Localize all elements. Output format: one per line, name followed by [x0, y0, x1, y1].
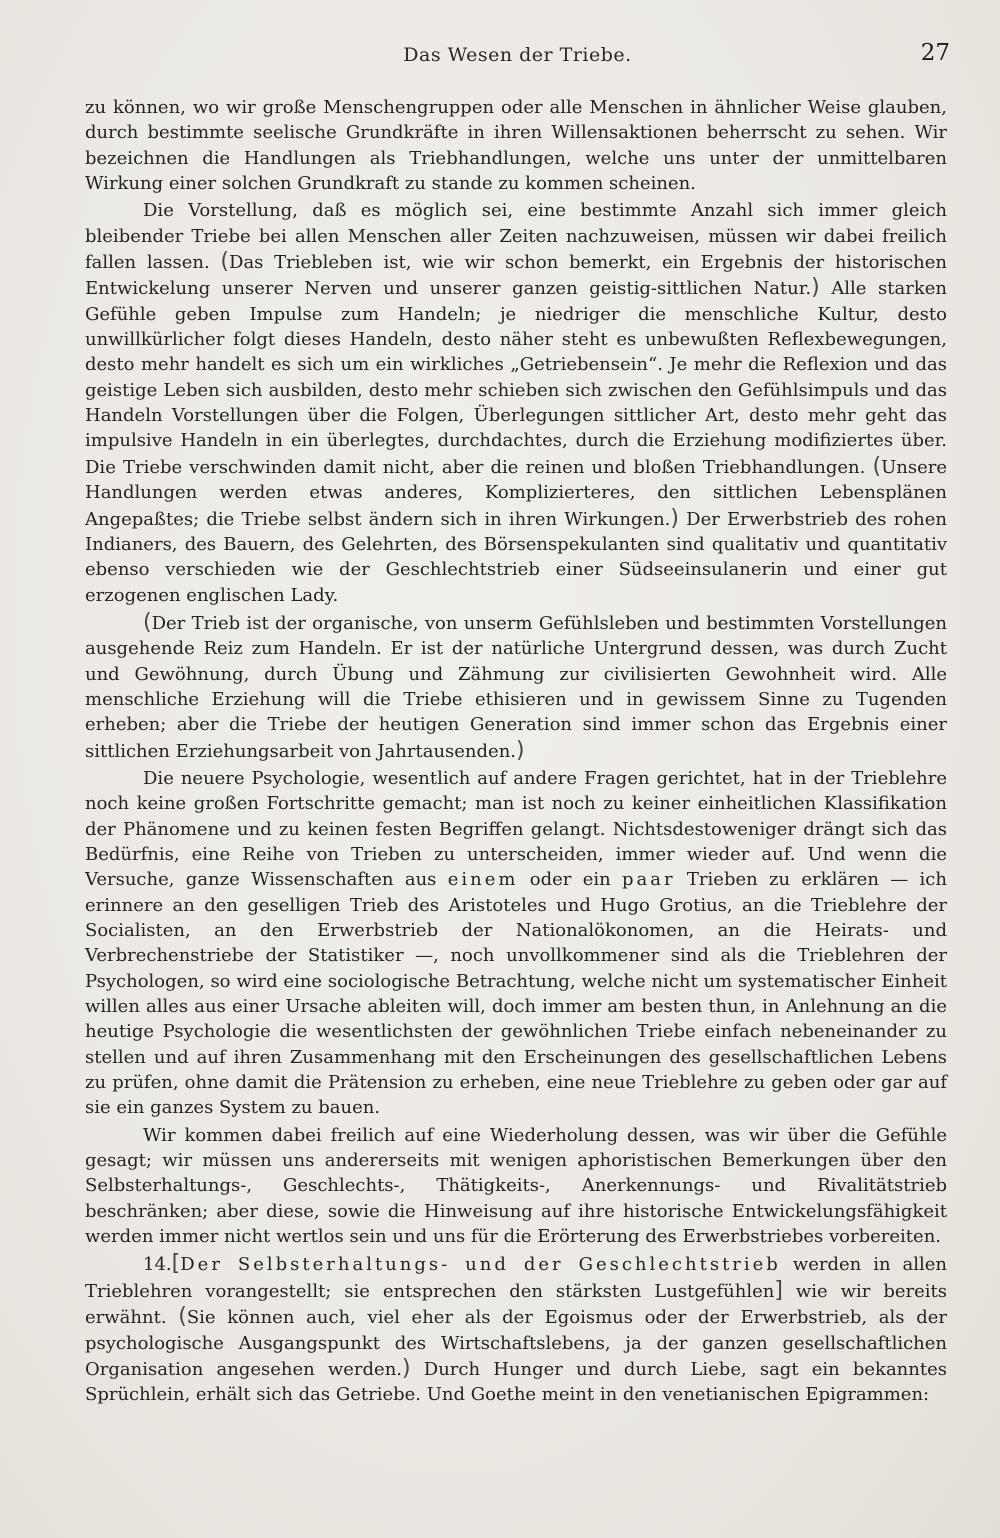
- paragraph-4-text-2: oder ein: [529, 869, 611, 891]
- pencil-bracket-open-mark: (: [178, 1304, 187, 1330]
- running-head-title: Das Wesen der Triebe.: [403, 44, 632, 66]
- paragraph-3: [85, 610, 947, 764]
- paragraph-5: [85, 1123, 947, 1250]
- pencil-bracket-open-mark: (: [143, 609, 152, 635]
- paragraph-2-text-1: Die Vorstellung, daß es möglich sei, eine bestimmte Anzahl sich immer gleich bleibender Triebe bei allen Menschen aller Zeiten nachzuweisen, müssen wir dabei freilich fallen lassen.: [85, 200, 947, 274]
- pencil-bracket-close-mark: ): [402, 1355, 411, 1381]
- paragraph-6: [85, 1251, 947, 1407]
- paragraph-2-text-5: Der Erwerbstrieb des rohen Indianers, des Bauern, des Gelehrten, des Börsenspekulanten sind qualitativ und quantitativ ebenso verschieden wie der Geschlechtstrieb einer Südseeinsulanerin und einer gut erzogenen englischen Lady.: [85, 508, 947, 606]
- paragraph-1-text: zu können, wo wir große Menschengruppen oder alle Menschen in ähnlicher Weise glauben, durch bestimmte seelische Grundkräfte in ihren Willensaktionen beherrscht zu sehen. Wir bezeichnen die Handlungen als Triebhandlungen, welche uns unter der unmittelbaren Wirkung einer solchen Grundkraft zu stande zu kommen scheinen.: [85, 97, 947, 195]
- paragraph-3-text: Der Trieb ist der organische, von unserm Gefühlsleben und bestimmten Vorstellungen ausgehende Reiz zum Handeln. Er ist der natürliche Untergrund dessen, was durch Zucht und Gewöhnung, durch Übung und Zähmung zur civilisierten Gewohnheit wird. Alle menschliche Erziehung will die Triebe ethisieren und in gewissem Sinne zu Tugenden erheben; aber die Triebe der heutigen Generation sind immer schon das Ergebnis einer sittlichen Erziehungsarbeit von Jahrtausenden.: [85, 612, 947, 762]
- pencil-bracket-close-mark: ): [516, 737, 525, 763]
- pencil-bracket-open-mark: (: [872, 453, 882, 479]
- body-text: [85, 95, 947, 1410]
- paragraph-5-text: Wir kommen dabei freilich auf eine Wiederholung dessen, was wir über die Gefühle gesagt; wir müssen uns andererseits mit wenigen aphoristischen Bemerkungen über den Selbsterhaltungs-, Geschlechts-, Thätigkeits-, Anerkennungs- und Rivalitätstrieb beschränken; aber diese, sowie die Hinweisung auf ihre historische Entwickelungsfähigkeit werden immer nicht wertlos sein und uns für die Erörterung des Erwerbstriebes vorbereiten.: [85, 1124, 947, 1248]
- running-head: [85, 40, 950, 78]
- pencil-bracket-close-mark: ]: [774, 1277, 783, 1303]
- spaced-emphasis: einem: [447, 869, 519, 891]
- pencil-bracket-close-mark: ): [670, 505, 679, 531]
- paragraph-6-text-4: Durch Hunger und durch Liebe, sagt ein bekanntes Sprüchlein, erhält sich das Getriebe. Und Goethe meint in den venetianischen Epigrammen:: [85, 1358, 947, 1406]
- paragraph-4: [85, 766, 947, 1121]
- paragraph-1: [85, 95, 947, 196]
- paragraph-4-text-3: Trieben zu erklären — ich erinnere an den geselligen Trieb des Aristoteles und Hugo Grotius, an die Trieblehre der Socialisten, an den Erwerbstrieb der Nationalökonomen, an die Heirats- und Verbrechenstriebe der Statistiker —, noch unvollkommener sind als die Trieblehren der Psychologen, so wird eine sociologische Betrachtung, welche nicht um systematischer Einheit willen alles aus einer Ursache ableiten will, doch immer am besten thun, in Anlehnung an die heutige Psychologie die wesentlichsten der gewöhnlichen Triebe einfach nebeneinander zu stellen und auf ihren Zusammenhang mit den Erscheinungen des gesellschaftlichen Lebens zu prüfen, ohne damit die Prätension zu erheben, eine neue Trieblehre zu geben oder gar auf sie ein ganzes System zu bauen.: [85, 869, 947, 1119]
- paragraph-2-text-4: Unsere Handlungen werden etwas anderes, Komplizierteres, den sittlichen Lebensplänen Angepaßtes; die Triebe selbst ändern sich in ihren Wirkungen.: [85, 456, 947, 530]
- pencil-bracket-open-mark: [: [171, 1251, 181, 1277]
- section-number: 14.: [143, 1254, 172, 1276]
- paragraph-6-text-2: wie wir bereits erwähnt.: [85, 1280, 947, 1329]
- pencil-bracket-close-mark: ): [811, 275, 820, 301]
- page-number: 27: [920, 40, 950, 66]
- paragraph-4-text-1: Die neuere Psychologie, wesentlich auf andere Fragen gerichtet, hat in der Trieblehre noch keine großen Fortschritte gemacht; man ist noch zu keiner einheitlichen Klassifikation der Phänomene und zu keinen festen Begriffen gelangt. Nichtsdestoweniger drängt sich das Bedürfnis, eine Reihe von Trieben zu unterscheiden, immer wieder auf. Und wenn die Versuche, ganze Wissenschaften aus: [85, 767, 947, 891]
- paragraph-2: [85, 198, 947, 608]
- paragraph-6-text-3: Sie können auch, viel eher als der Egoismus oder der Erwerbstrieb, als der psychologische Ausgangspunkt des Wirtschaftslebens, ja der ganzen gesellschaftlichen Organisation angesehen werden.: [85, 1307, 947, 1380]
- section-heading-emphasis: Der Selbsterhaltungs- und der Geschlechtstrieb: [180, 1254, 781, 1276]
- paragraph-2-text-3: Alle starken Gefühle geben Impulse zum Handeln; je niedriger die menschliche Kultur, desto unwillkürlicher folgt dieses Handeln, desto näher steht es unbewußten Reflexbewegungen, desto mehr handelt es sich um ein wirkliches „Getriebensein“. Je mehr die Reflexion und das geistige Leben sich ausbilden, desto mehr schieben sich zwischen den Gefühlsimpuls und das Handeln Vorstellungen über die Folgen, Überlegungen sittlicher Art, desto mehr geht das impulsive Handeln in ein überlegtes, durchdachtes, durch die Erziehung modifiziertes über. Die Triebe verschwinden damit nicht, aber die reinen und bloßen Triebhandlungen.: [85, 278, 947, 478]
- paragraph-2-text-2: Das Triebleben ist, wie wir schon bemerkt, ein Ergebnis der historischen Entwickelung unserer Nerven und unserer ganzen geistig-sittlichen Natur.: [85, 252, 947, 300]
- pencil-bracket-open-mark: (: [220, 249, 230, 275]
- spaced-emphasis: paar: [622, 869, 676, 891]
- paragraph-6-text-1: werden in allen Trieblehren vorangestellt; sie entsprechen den stärksten Lustgefühlen: [85, 1254, 947, 1302]
